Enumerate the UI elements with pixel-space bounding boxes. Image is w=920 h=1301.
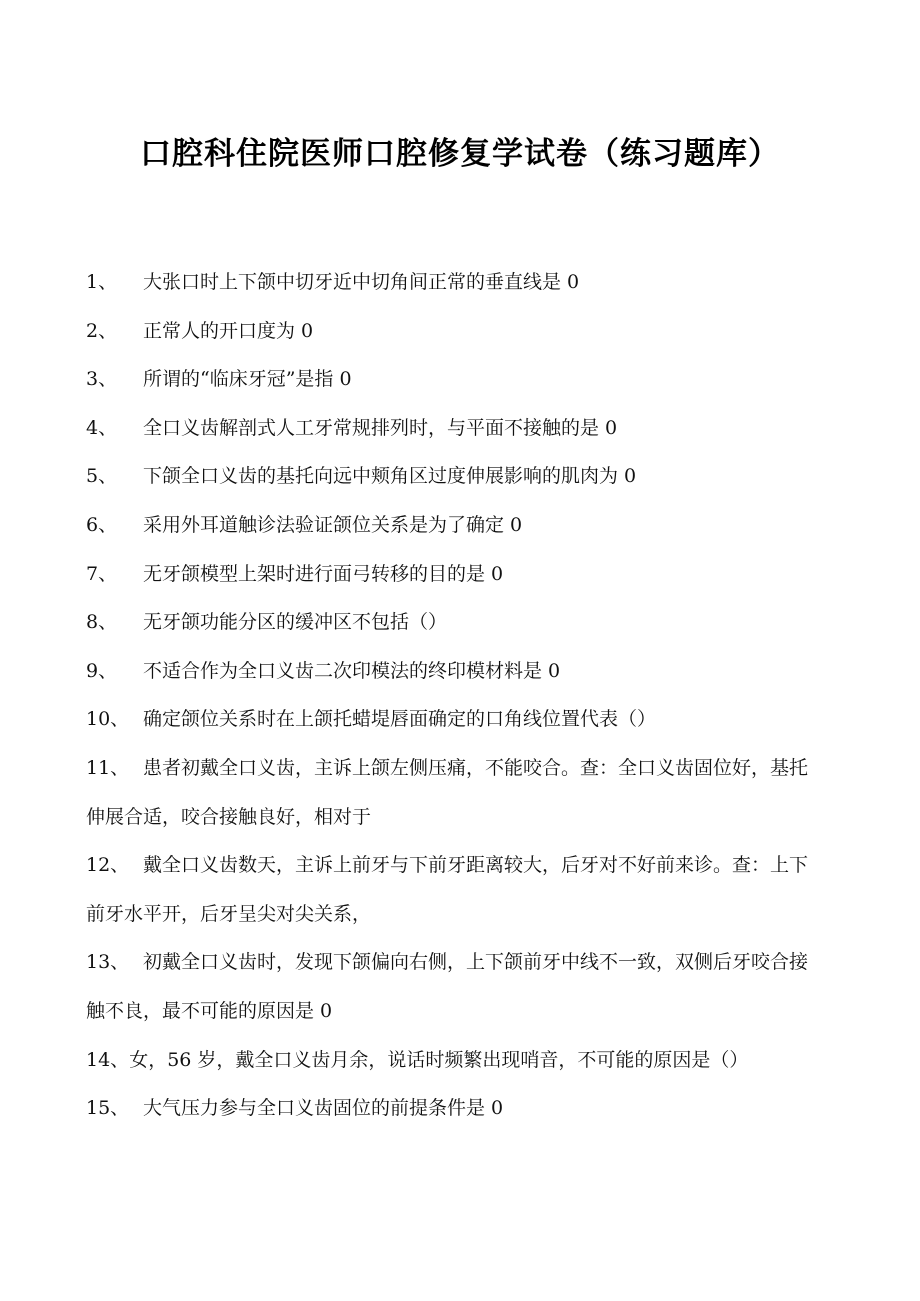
question-item	[86, 695, 826, 744]
question-text: 初戴全口义齿时，发现下颌偏向右侧，上下颌前牙中线不一致，双侧后牙咬合接触不良，最不可能的原因是 0	[86, 951, 809, 1022]
question-text: 大气压力参与全口义齿固位的前提条件是 0	[143, 1097, 504, 1120]
question-number: 7、	[86, 562, 118, 585]
question-text: 无牙颌模型上架时进行面弓转移的目的是 0	[143, 562, 504, 585]
question-item	[86, 938, 826, 1035]
question-item	[86, 744, 826, 841]
question-number: 9、	[86, 659, 118, 682]
question-item	[86, 501, 826, 550]
question-number: 6、	[86, 513, 118, 536]
document-title: 口腔科住院医师口腔修复学试卷（练习题库）	[140, 136, 780, 172]
question-item	[86, 1084, 826, 1133]
question-text: 女，56 岁，戴全口义齿月余，说话时频繁出现哨音，不可能的原因是（）	[129, 1048, 749, 1071]
question-item	[86, 307, 826, 356]
question-item	[86, 452, 826, 501]
question-number: 2、	[86, 319, 118, 342]
question-item	[86, 258, 826, 307]
question-number: 1、	[86, 271, 118, 293]
question-item	[86, 550, 826, 599]
question-text: 不适合作为全口义齿二次印模法的终印模材料是 0	[143, 659, 561, 682]
question-number: 8、	[86, 611, 118, 634]
question-number: 12、	[86, 854, 130, 877]
question-text: 戴全口义齿数天，主诉上前牙与下前牙距离较大，后牙对不好前来诊。查：上下前牙水平开，后牙呈尖对尖关系，	[86, 854, 809, 925]
question-item	[86, 647, 826, 696]
question-text: 下颌全口义齿的基托向远中颊角区过度伸展影响的肌肉为 0	[143, 465, 637, 488]
question-text: 无牙颌功能分区的缓冲区不包括（）	[143, 611, 448, 634]
question-number: 3、	[86, 368, 118, 391]
question-number: 11、	[86, 756, 130, 779]
question-text: 正常人的开口度为 0	[143, 319, 314, 342]
question-number: 13、	[86, 951, 130, 974]
question-text: 患者初戴全口义齿，主诉上颌左侧压痛，不能咬合。查：全口义齿固位好，基托伸展合适，咬合接触良好，相对于	[86, 756, 809, 828]
question-item	[86, 1036, 826, 1085]
question-text: 采用外耳道触诊法验证颌位关系是为了确定 0	[143, 513, 523, 536]
question-text: 全口义齿解剖式人工牙常规排列时，与平面不接触的是 0	[143, 416, 618, 439]
question-text: 大张口时上下颌中切牙近中切角间正常的垂直线是 0	[143, 271, 580, 293]
question-item	[86, 841, 826, 938]
question-text: 确定颌位关系时在上颌托蜡堤唇面确定的口角线位置代表（）	[143, 708, 657, 731]
question-number: 15、	[86, 1097, 130, 1120]
question-number: 10、	[86, 708, 130, 731]
question-item	[86, 598, 826, 647]
question-item	[86, 404, 826, 453]
question-item	[86, 355, 826, 404]
question-number: 14、	[86, 1048, 130, 1071]
question-number: 4、	[86, 416, 118, 439]
question-list	[86, 258, 826, 1133]
question-number: 5、	[86, 465, 118, 488]
question-text: 所谓的“临床牙冠”是指 0	[143, 368, 352, 391]
